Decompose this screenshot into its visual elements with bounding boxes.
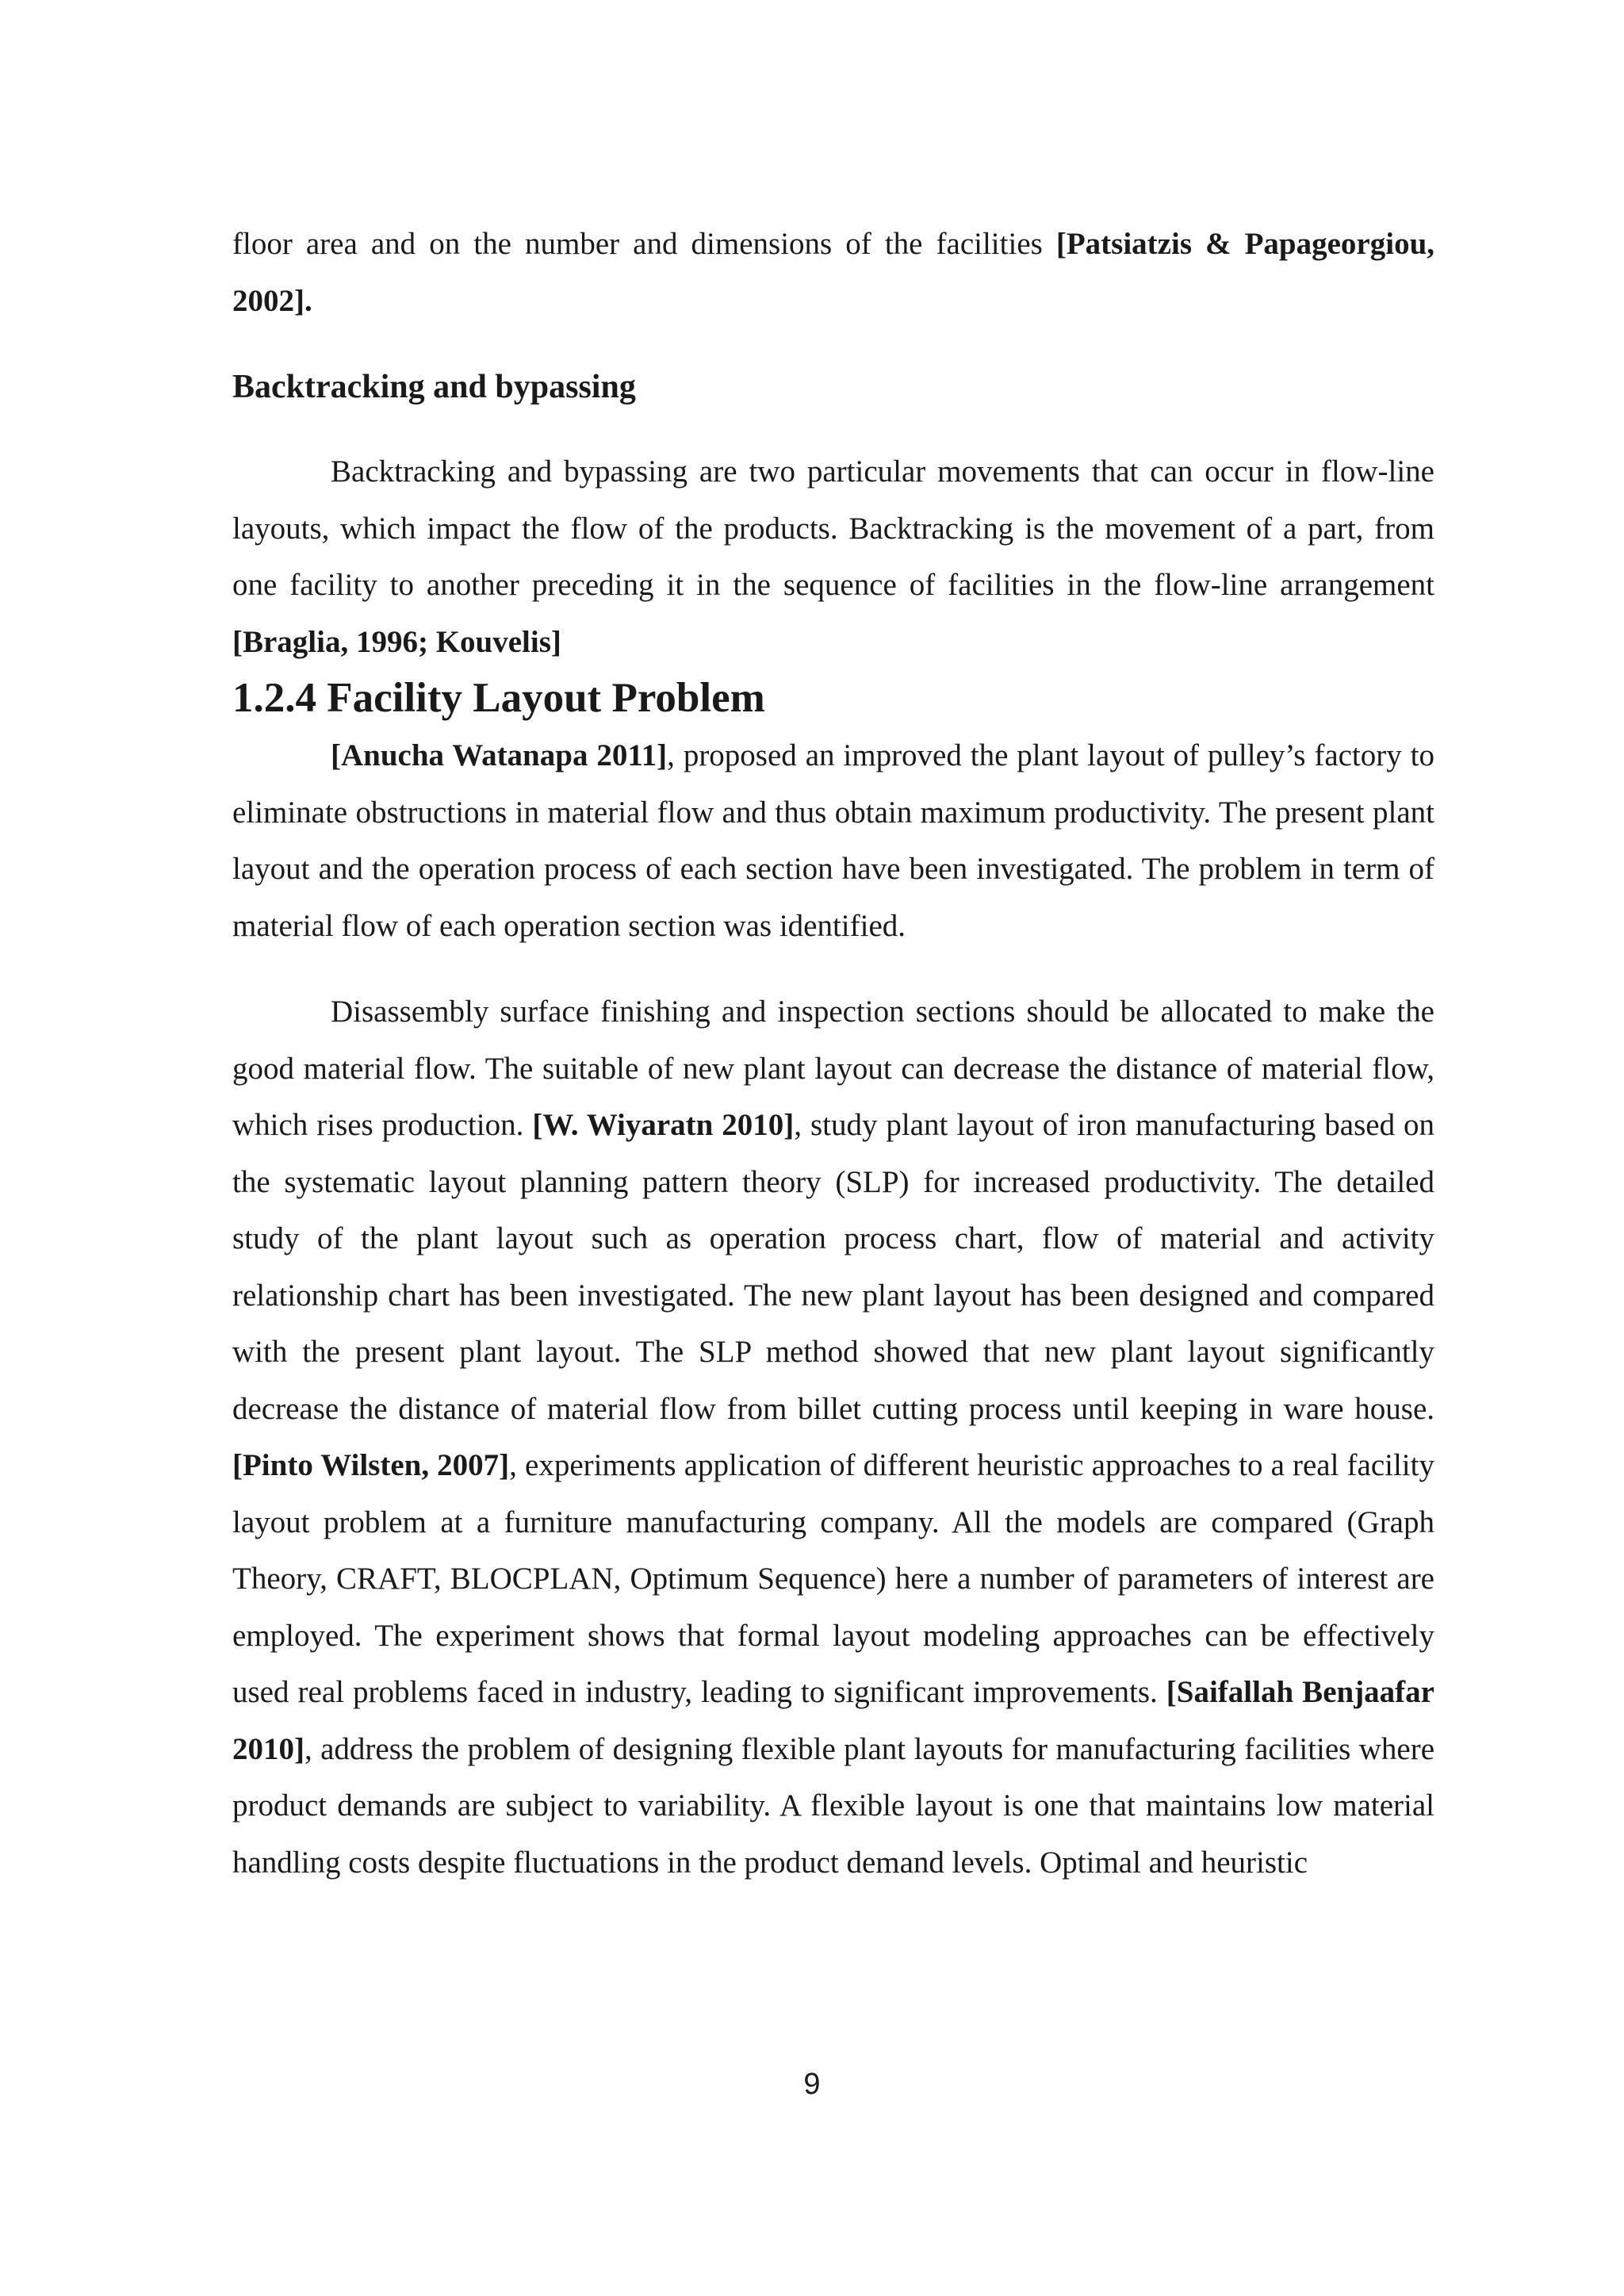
paragraph-disassembly: Disassembly surface finishing and inspection sections should be allocated to make the good material flow. The suitable of new plant layout can decrease the distance of material flow, which rises production. [W. Wiyaratn 2010], study plant layout of iron manufacturing based on the systematic layout planning pattern theory (SLP) for increased productivity. The detailed study of the plant layout such as operation process chart, flow of material and activity relationship chart has been investigated. The new plant layout has been designed and compared with the present plant layout. The SLP method showed that new plant layout significantly decrease the distance of material flow from billet cutting process until keeping in ware house. [Pinto Wilsten, 2007], experiments application of different heuristic approaches to a real facility layout problem at a furniture manufacturing company. All the models are compared (Graph Theory, CRAFT, BLOCPLAN, Optimum Sequence) here a number of parameters of interest are employed. The experiment shows that formal layout modeling approaches can be effectively used real problems faced in industry, leading to significant improvements. [Saifallah Benjaafar 2010], address the problem of designing flexible plant layouts for manufacturing facilities where product demands are subject to variability. A flexible layout is one that maintains low material handling costs despite fluctuations in the product demand levels. Optimal and heuristic — [232, 995, 1434, 1880]
paragraph-continuation: floor area and on the number and dimensions of the facilities [Patsiatzis & Papageorgiou, 2002]. — [232, 227, 1435, 318]
citation: [W. Wiyaratn 2010] — [532, 1108, 795, 1142]
section-heading: 1.2.4 Facility Layout Problem — [232, 675, 765, 721]
page-content — [232, 216, 1434, 1891]
citation: [Saifallah Benjaafar 2010] — [232, 1675, 1434, 1766]
citation: [Braglia, 1996; Kouvelis] — [232, 624, 561, 659]
citation: [Patsiatzis & Papageorgiou, 2002]. — [232, 227, 1435, 318]
paragraph-anucha: [Anucha Watanapa 2011], proposed an improved the plant layout of pulley’s factory to eliminate obstructions in material flow and thus obtain maximum productivity. The present plant layout and the operation process of each section have been investigated. The problem in term of material flow of each operation section was identified. — [232, 738, 1434, 943]
paragraph-backtracking: Backtracking and bypassing are two particular movements that can occur in flow-line layouts, which impact the flow of the products. Backtracking is the movement of a part, from one facility to another preceding it in the sequence of facilities in the flow-line arrangement [Braglia, 1996; Kouvelis] — [232, 454, 1434, 659]
citation: [Pinto Wilsten, 2007] — [232, 1448, 510, 1482]
subsection-heading: Backtracking and bypassing — [232, 369, 636, 405]
page-number: 9 — [803, 2068, 821, 2101]
citation: [Anucha Watanapa 2011] — [331, 738, 668, 772]
